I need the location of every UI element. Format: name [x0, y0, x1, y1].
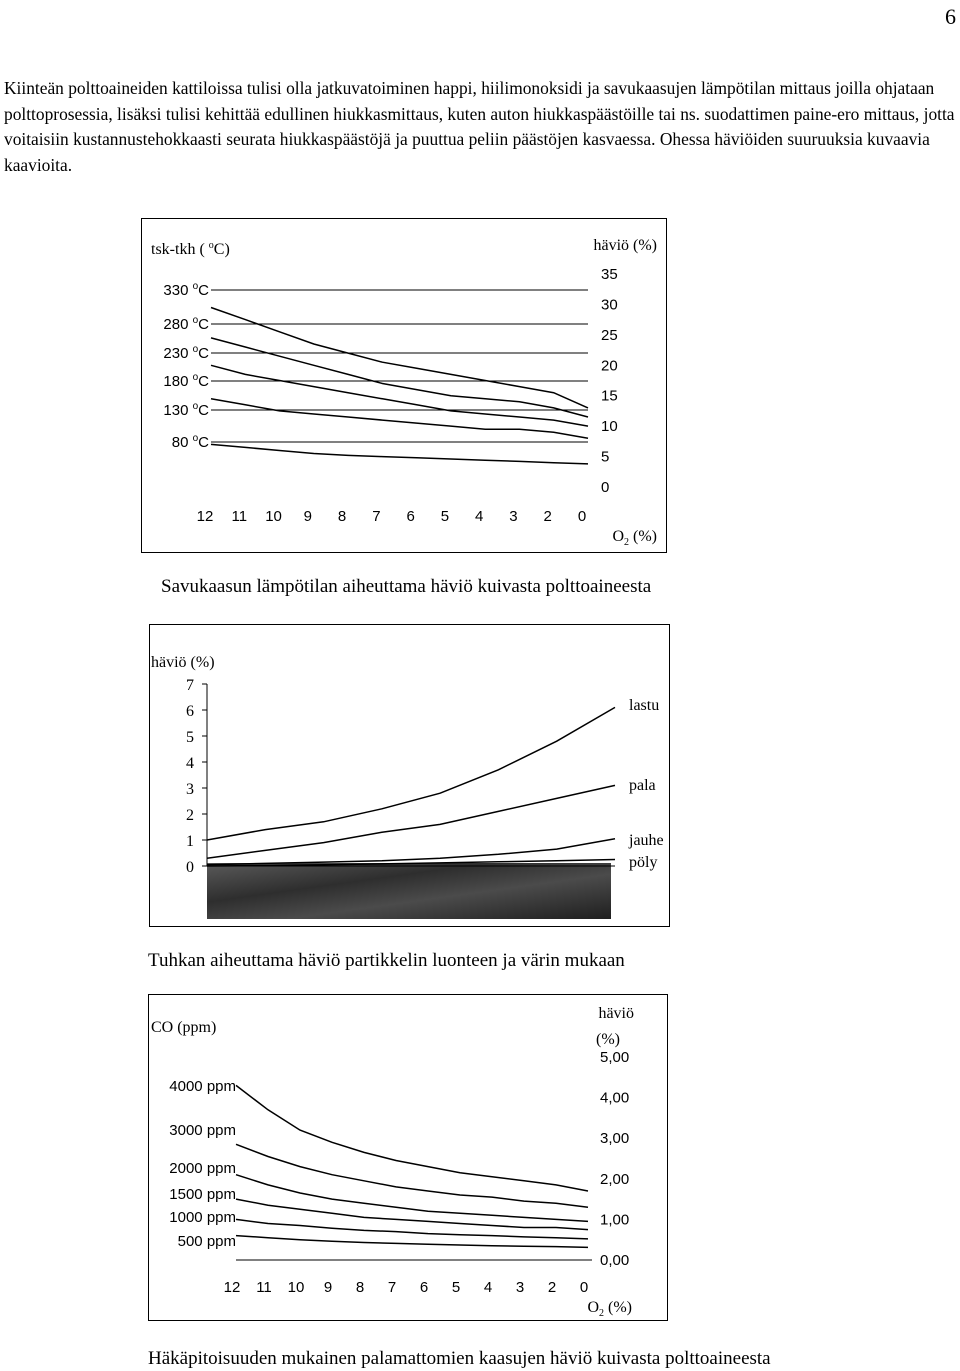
chart3-left-axis-title: CO (ppm): [151, 1019, 217, 1036]
chart3-x-tick-label: 10: [287, 1279, 305, 1296]
chart3-y-tick-label: 4,00: [600, 1089, 630, 1107]
chart3-right-axis-unit: (%): [596, 1031, 620, 1048]
chart2-y-tick-label: 6: [186, 703, 194, 720]
chart3-x-tick-label: 4: [483, 1279, 493, 1296]
chart2-y-tick-label: 2: [186, 807, 194, 824]
chart2-y-tick-label: 4: [186, 755, 194, 772]
chart1-x-tick-label: 4: [475, 508, 484, 525]
chart1-caption: Savukaasun lämpötilan aiheuttama häviö kuivasta polttoaineesta: [161, 576, 652, 597]
chart1-x-tick-label: 10: [265, 508, 282, 525]
chart-ash-loss: [149, 624, 670, 927]
chart3-x-tick-label: 9: [323, 1279, 333, 1296]
chart3-right-axis-title: häviö: [598, 1005, 634, 1022]
chart1-y-tick-label: 15: [601, 387, 618, 405]
chart3-x-tick-label: 3: [515, 1279, 525, 1296]
chart-flue-gas-temperature-loss-svg: [141, 218, 667, 553]
chart3-x-tick-label: 0: [579, 1279, 589, 1296]
chart1-x-tick-label: 8: [337, 508, 347, 525]
chart3-y-tick-label: 3,00: [600, 1130, 630, 1148]
chart-flue-gas-temperature-loss: [141, 218, 667, 553]
chart1-y-tick-label: 10: [601, 418, 618, 436]
chart2-series-label: pöly: [629, 854, 658, 871]
chart-co-loss-svg: [148, 994, 668, 1321]
chart1-x-tick-label: 3: [509, 508, 518, 525]
chart3-series-label: 3000 ppm: [169, 1122, 236, 1139]
chart1-y-tick-label: 25: [601, 326, 618, 344]
chart3-series-label: 1000 ppm: [169, 1209, 236, 1226]
chart-co-loss: [148, 994, 668, 1321]
chart2-y-tick-label: 0: [186, 859, 194, 876]
chart3-x-tick-label: 12: [223, 1279, 241, 1296]
chart1-y-tick-label: 20: [601, 357, 618, 375]
chart1-series-label: 180 $^o$C: [163, 372, 209, 390]
chart2-series-label: pala: [629, 777, 656, 794]
chart1-x-tick-label: 6: [406, 508, 415, 525]
chart1-x-tick-label: 11: [231, 508, 248, 525]
chart1-series-label: 280 $^o$C: [163, 315, 209, 333]
chart1-left-axis-title: tsk-tkh ( $^o$C): [151, 240, 230, 258]
chart3-series-label: 2000 ppm: [169, 1160, 236, 1177]
chart3-x-tick-label: 7: [387, 1279, 397, 1296]
chart3-x-tick-label: 8: [355, 1279, 365, 1296]
chart3-x-axis-label: $O_2$ (%): [587, 1299, 632, 1319]
chart3-series-label: 4000 ppm: [169, 1078, 236, 1095]
chart1-y-tick-label: 35: [601, 266, 618, 283]
chart1-series-label: 80 $^o$C: [171, 433, 209, 451]
chart3-x-tick-label: 2: [547, 1279, 557, 1296]
chart3-y-tick-label: 2,00: [600, 1170, 630, 1188]
chart3-x-tick-label: 11: [256, 1279, 272, 1296]
chart2-y-tick-label: 3: [186, 781, 194, 798]
chart1-y-tick-label: 0: [601, 479, 610, 496]
ash-color-strip: [207, 863, 611, 919]
chart1-x-tick-label: 7: [372, 508, 381, 525]
chart2-y-tick-label: 5: [186, 729, 194, 746]
chart3-y-tick-label: 5,00: [600, 1049, 630, 1066]
chart2-series-label: jauhe: [629, 832, 664, 849]
chart2-y-tick-label: 7: [186, 677, 194, 694]
chart1-series-label: 330 $^o$C: [163, 281, 209, 299]
intro-paragraph: Kiinteän polttoaineiden kattiloissa tulisi olla jatkuvatoiminen happi, hiilimonoksidi ja savukaasujen lämpötilan mittaus joilla ohjataan polttoprosessia, lisäksi tulisi kehittää edullinen hiukkasmittaus, kuten auton hiukkaspäästöille tai ns. suodattimen paine-ero mittaus, jotta voitaisiin kustannustehokkaasti seurata hiukkaspäästöjä ja puuttua peliin päästöjen kasvaessa. Ohessa häviöiden suuruuksia kuvaavia kaavioita.: [4, 78, 955, 175]
chart1-x-axis-label: $O_2$ (%): [612, 528, 657, 548]
chart3-x-tick-label: 5: [451, 1279, 461, 1296]
chart1-frame: [142, 219, 667, 553]
chart2-y-tick-label: 1: [186, 833, 194, 850]
chart3-caption: Häkäpitoisuuden mukainen palamattomien kaasujen häviö kuivasta polttoaineesta: [148, 1348, 771, 1369]
chart1-right-axis-title: häviö (%): [593, 237, 657, 254]
chart3-y-tick-label: 0,00: [600, 1252, 630, 1269]
chart1-y-tick-label: 5: [601, 448, 610, 466]
chart1-x-tick-label: 12: [196, 508, 214, 525]
chart3-frame: [149, 995, 668, 1321]
chart1-y-tick-label: 30: [601, 296, 618, 314]
chart3-series-label: 500 ppm: [177, 1233, 236, 1250]
chart1-x-tick-label: 0: [577, 508, 587, 525]
chart2-y-axis-title: häviö (%): [151, 654, 215, 671]
chart1-x-tick-label: 2: [543, 508, 552, 525]
chart3-y-tick-label: 1,00: [600, 1211, 630, 1229]
chart1-x-tick-label: 9: [303, 508, 312, 525]
page-number: 6: [945, 4, 956, 29]
chart1-x-tick-label: 5: [440, 508, 450, 525]
chart1-series-label: 230 $^o$C: [163, 344, 209, 362]
chart2-series-label: lastu: [629, 697, 660, 714]
chart3-x-tick-label: 6: [419, 1279, 429, 1296]
chart2-caption: Tuhkan aiheuttama häviö partikkelin luonteen ja värin mukaan: [148, 950, 625, 971]
chart-ash-loss-svg: [149, 624, 670, 927]
chart1-series-label: 130 $^o$C: [163, 401, 209, 419]
chart3-series-label: 1500 ppm: [169, 1186, 236, 1203]
